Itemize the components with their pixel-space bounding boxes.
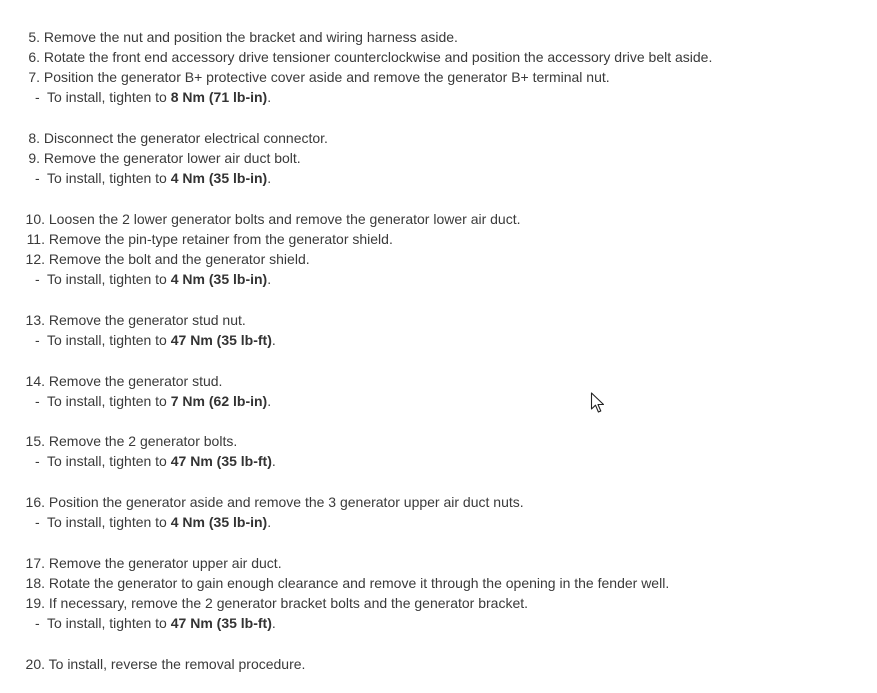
step-number: 5.: [28, 29, 40, 45]
install-prefix: To install, tighten to: [47, 514, 171, 531]
step-text: To install, reverse the removal procedure.: [48, 655, 306, 672]
step-17: [0, 553, 860, 573]
step-text: If necessary, remove the 2 generator bracket bolts and the generator bracket.: [48, 595, 529, 612]
bullet-dash: -: [35, 615, 40, 632]
step-number: 15.: [25, 433, 45, 450]
step-number: 17.: [25, 554, 45, 571]
spacer: [0, 472, 860, 493]
step-8: [0, 128, 860, 148]
install-suffix: .: [271, 615, 276, 632]
step-number: 10.: [25, 210, 45, 227]
torque-value: 4 Nm (35 lb-in): [170, 514, 268, 531]
step-text: Position the generator aside and remove the 3 generator upper air duct nuts.: [48, 494, 524, 511]
step-text: Remove the 2 generator bolts.: [48, 433, 238, 450]
spacer: [0, 532, 860, 553]
spacer: [0, 107, 860, 128]
step-text: Rotate the generator to gain enough clearance and remove it through the opening in the fender well.: [48, 575, 670, 592]
step-5: [0, 27, 860, 47]
spacer: [0, 411, 860, 432]
step-12: [0, 249, 860, 269]
install-suffix: .: [267, 271, 272, 288]
step-7: [0, 67, 860, 87]
spacer: [0, 633, 860, 654]
install-suffix: .: [267, 170, 272, 187]
install-suffix: .: [271, 331, 276, 348]
step-number: 12.: [25, 251, 45, 268]
install-note-step-9: [0, 168, 860, 188]
install-prefix: To install, tighten to: [47, 392, 171, 409]
step-number: 20.: [25, 655, 45, 672]
step-text: Disconnect the generator electrical connector.: [43, 129, 328, 146]
install-suffix: .: [267, 89, 272, 106]
step-number: 8.: [28, 129, 40, 146]
step-14: [0, 371, 860, 391]
step-6: [0, 47, 860, 67]
step-number: 7.: [28, 69, 40, 86]
step-19: [0, 593, 860, 613]
bullet-dash: -: [35, 514, 40, 531]
install-note-step-14: [0, 391, 860, 411]
install-prefix: To install, tighten to: [47, 271, 171, 288]
step-9: [0, 148, 860, 168]
step-number: 18.: [25, 575, 45, 592]
step-13: [0, 310, 860, 330]
step-11: [0, 229, 860, 249]
step-text: Remove the nut and position the bracket and wiring harness aside.: [43, 29, 458, 45]
install-note-step-19: [0, 613, 860, 633]
spacer: [0, 188, 860, 209]
step-number: 11.: [26, 230, 45, 247]
mouse-pointer-icon: [590, 392, 606, 414]
install-prefix: To install, tighten to: [47, 615, 171, 632]
torque-value: 47 Nm (35 lb-ft): [170, 453, 272, 470]
torque-value: 8 Nm (71 lb-in): [170, 89, 268, 106]
step-text: Remove the generator stud.: [48, 372, 223, 389]
spacer: [0, 350, 860, 371]
torque-value: 7 Nm (62 lb-in): [170, 392, 268, 409]
step-number: 6.: [28, 49, 40, 66]
step-number: 9.: [28, 150, 40, 167]
step-text: Remove the pin-type retainer from the generator shield.: [48, 230, 393, 247]
torque-value: 4 Nm (35 lb-in): [170, 170, 268, 187]
step-text: Remove the bolt and the generator shield.: [48, 251, 310, 268]
torque-value: 47 Nm (35 lb-ft): [170, 331, 272, 348]
bullet-dash: -: [35, 89, 40, 106]
bullet-dash: -: [35, 453, 40, 470]
bullet-dash: -: [35, 271, 40, 288]
step-text: Rotate the front end accessory drive tensioner counterclockwise and position the accessory drive belt aside.: [43, 49, 713, 66]
step-18: [0, 573, 860, 593]
install-note-step-15: [0, 451, 860, 471]
step-number: 14.: [25, 372, 45, 389]
install-prefix: To install, tighten to: [47, 89, 171, 106]
procedure-steps: [0, 27, 860, 674]
install-prefix: To install, tighten to: [47, 453, 171, 470]
step-text: Remove the generator upper air duct.: [48, 554, 282, 571]
step-text: Position the generator B+ protective cover aside and remove the generator B+ terminal nut.: [43, 69, 610, 86]
install-prefix: To install, tighten to: [47, 331, 171, 348]
step-number: 13.: [25, 311, 45, 328]
step-text: Remove the generator lower air duct bolt.: [43, 150, 301, 167]
install-prefix: To install, tighten to: [47, 170, 171, 187]
install-suffix: .: [267, 392, 272, 409]
torque-value: 4 Nm (35 lb-in): [170, 271, 268, 288]
step-20: [0, 654, 860, 674]
install-note-step-12: [0, 269, 860, 289]
torque-value: 47 Nm (35 lb-ft): [170, 615, 272, 632]
install-suffix: .: [267, 514, 272, 531]
bullet-dash: -: [35, 392, 40, 409]
install-note-step-13: [0, 330, 860, 350]
step-10: [0, 209, 860, 229]
bullet-dash: -: [35, 331, 40, 348]
install-note-step-16: [0, 512, 860, 532]
spacer: [0, 289, 860, 310]
step-text: Remove the generator stud nut.: [48, 311, 246, 328]
step-15: [0, 431, 860, 451]
install-note-step-7: [0, 87, 860, 107]
step-text: Loosen the 2 lower generator bolts and remove the generator lower air duct.: [48, 210, 521, 227]
install-suffix: .: [271, 453, 276, 470]
step-number: 16.: [25, 494, 45, 511]
bullet-dash: -: [35, 170, 40, 187]
step-number: 19.: [25, 595, 45, 612]
step-16: [0, 492, 860, 512]
